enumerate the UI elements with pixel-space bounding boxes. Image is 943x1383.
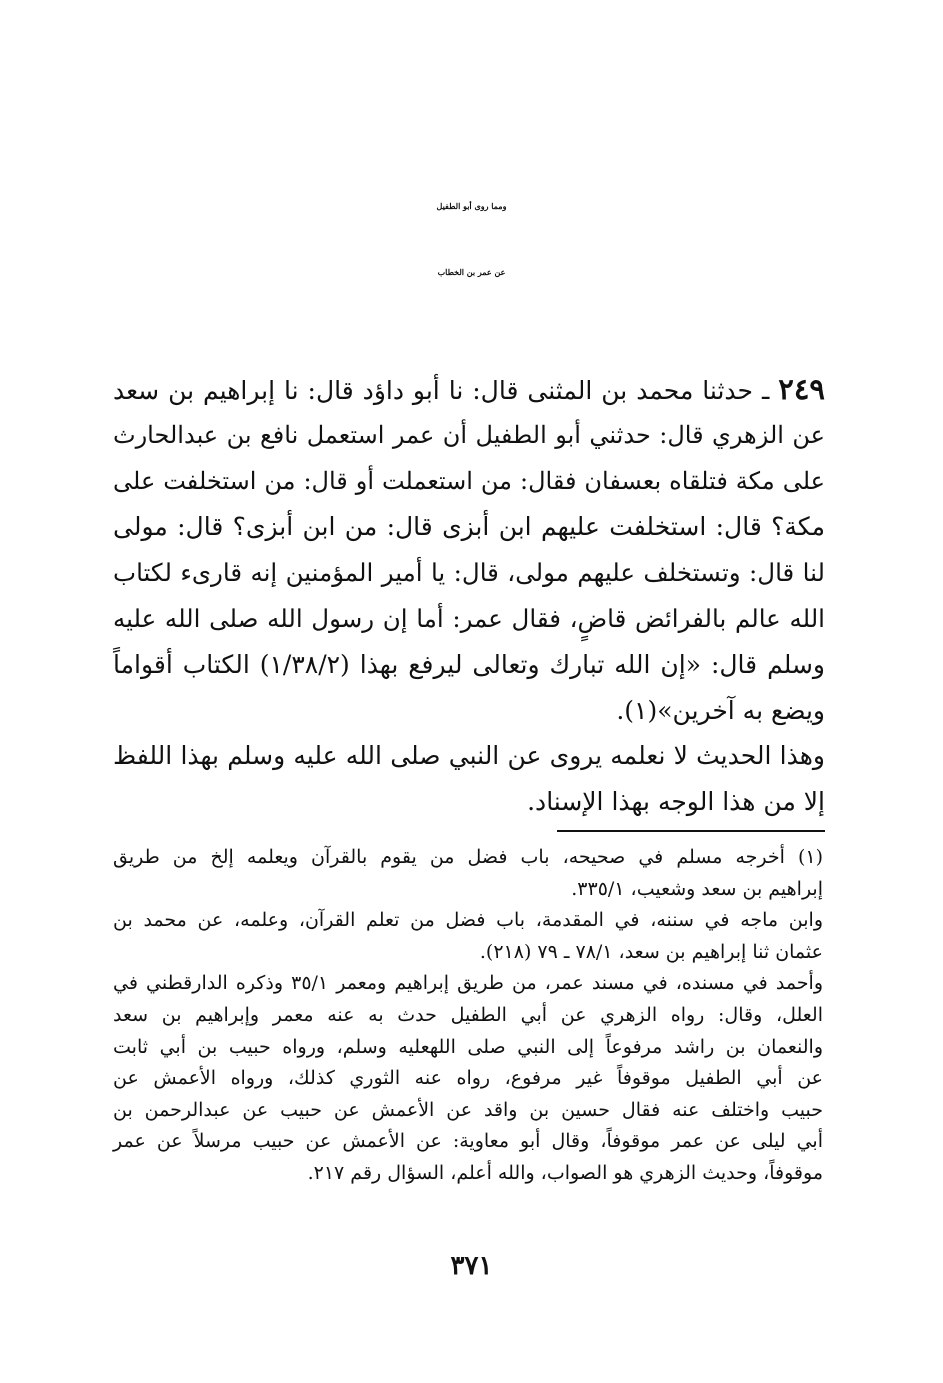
- hadith-line-text: ـ حدثنا محمد بن المثنى قال: نا أبو داؤد قال: نا إبراهيم بن سعد: [113, 376, 770, 405]
- hadith-number: ٢٤٩: [778, 372, 825, 406]
- hadith-line: عن الزهري قال: حدثني أبو الطفيل أن عمر استعمل نافع بن عبدالحارث: [113, 421, 825, 449]
- footnote-line: وأحمد في مسنده، في مسند عمر، من طريق إبراهيم ومعمر ٣٥/١ وذكره الدارقطني في: [113, 972, 823, 995]
- footnote-line: إبراهيم بن سعد وشعيب، ٣٣٥/١.: [571, 877, 823, 900]
- footnote-line: (١) أخرجه مسلم في صحيحه، باب فضل من يقوم بالقرآن ويعلمه إلخ من طريق: [113, 846, 823, 868]
- hadith-line: ويضع به آخرين»(١).: [616, 696, 825, 725]
- footnote-line: العلل، وقال: رواه الزهري عن أبي الطفيل حدث به عنه معمر وإبراهيم بن سعد: [113, 1003, 823, 1026]
- note-line: إلا من هذا الوجه بهذا الإسناد.: [527, 787, 825, 816]
- footnote-line: عن أبي الطفيل موقوفاً غير مرفوع، رواه عنه الثوري كذلك، ورواه الأعمش عن: [113, 1067, 823, 1090]
- hadith-line: مكة؟ قال: استخلفت عليهم ابن أبزى قال: من ابن أبزى؟ قال: مولى: [113, 512, 825, 541]
- author-note: [113, 733, 825, 825]
- note-line: وهذا الحديث لا نعلمه يروى عن النبي صلى الله عليه وسلم بهذا اللفظ: [113, 741, 825, 770]
- footnote-line: عثمان ثنا إبراهيم بن سعد، ٧٨/١ ـ ٧٩ (٢١٨).: [479, 940, 823, 963]
- hadith-line: [113, 366, 825, 412]
- footnote-line: والنعمان بن راشد مرفوعاً إلى النبي صلى اللهعليه وسلم، ورواه حبيب بن أبي ثابت: [113, 1035, 823, 1058]
- hadith-line: وسلم قال: «إن الله تبارك وتعالى ليرفع بهذا (١/٣٨/٢) الكتاب أقواماً: [113, 650, 826, 679]
- footnote-separator: [557, 830, 825, 832]
- footnote-line: وابن ماجه في سننه، في المقدمة، باب فضل من تعلم القرآن، وعلمه، عن محمد بن: [113, 909, 823, 932]
- page-number: ٣٧١: [450, 1251, 493, 1281]
- hadith-line: على مكة فتلقاه بعسفان فقال: من استعملت أو قال: من استخلفت على: [113, 467, 826, 495]
- chapter-title-line-1: ومما روى أبو الطفيل: [436, 201, 507, 211]
- footnote-line: حبيب واختلف عنه فقال حسين بن واقد عن الأعمش عن حبيب عن عبدالرحمن بن: [113, 1098, 823, 1121]
- hadith-line: الله عالم بالفرائض قاضٍ، فقال عمر: أما إن رسول الله صلى الله عليه: [113, 604, 825, 633]
- hadith-text: [113, 366, 825, 734]
- chapter-title-line-2: عن عمر بن الخطاب: [437, 267, 506, 277]
- footnote-line: أبي ليلى عن عمر موقوفاً، وقال أبو معاوية: عن الأعمش عن حبيب مرسلاً عن عمر: [113, 1130, 823, 1153]
- footnote-line: موقوفاً، وحديث الزهري هو الصواب، والله أعلم، السؤال رقم ٢١٧.: [307, 1161, 823, 1184]
- hadith-line: لنا قال: وتستخلف عليهم مولى، قال: يا أمير المؤمنين إنه قارىء لكتاب: [113, 558, 825, 587]
- footnotes: [113, 842, 823, 1190]
